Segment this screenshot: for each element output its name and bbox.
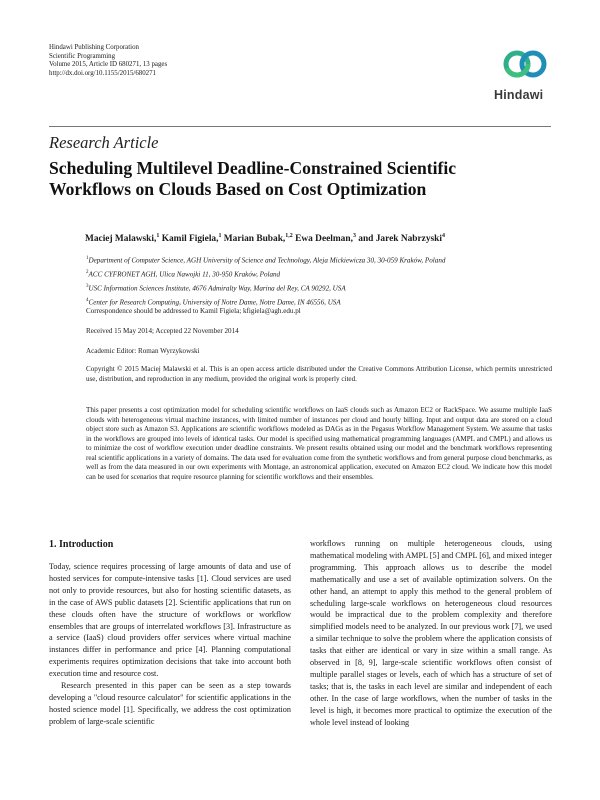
affiliation-item: $^1$Department of Computer Science, AGH University of Science and Technology, Aleja Mickiewicza 30, 30-059 Kraków, Poland — [86, 256, 446, 265]
copyright-notice: Copyright © 2015 Maciej Malawski et al. This is an open access article distributed under the Creative Commons Attribution License, which permits unrestricted use, distribution, and reproduction in any medium, provided the original work is properly cited. — [86, 365, 552, 383]
article-type: Research Article — [49, 133, 159, 152]
author-affil-sup: 4 — [441, 233, 445, 239]
author-affil-sup: 1,2 — [285, 233, 293, 239]
title-line-1: Scheduling Multilevel Deadline-Constrained Scientific — [49, 158, 457, 178]
author-affil-sup: 3 — [352, 233, 356, 239]
paragraph: Today, science requires processing of large amounts of data and use of hosted services for compute-intensive tasks [1]. Cloud services are used not only to provide resources, but also for hosting scientific datasets, as in the case of AWS public datasets [2]. Scientific applications that run on these clouds often have the structure of workflows or workflow ensembles that are groups of interrelated workflows [3]. Infrastructure as a service (IaaS) cloud providers offer services where virtual machine instances differ in performance and price [4]. Planning computational experiments requires optimization decisions that take into account both execution time and resource cost. — [49, 562, 291, 679]
author-name: and Jarek Nabrzyski — [358, 234, 442, 245]
volume-info: Volume 2015, Article ID 680271, 13 pages — [49, 61, 168, 69]
paragraph: Research presented in this paper can be seen as a step towards developing a "cloud resource calculator" for scientific applications in the hosted science model [1]. Specifically, we address the cost optimization problem of large-scale scientific — [49, 681, 291, 726]
publisher-name: Hindawi Publishing Corporation — [49, 44, 139, 51]
hindawi-logo-text: Hindawi — [494, 88, 544, 102]
author-affil-sup: 1 — [156, 233, 160, 239]
article-title — [49, 158, 559, 200]
correspondence: Correspondence should be addressed to Kamil Figiela; kfigiela@agh.edu.pl — [86, 307, 301, 315]
author-name: Ewa Deelman, — [295, 234, 353, 245]
received-dates: Received 15 May 2014; Accepted 22 November 2014 — [86, 327, 239, 335]
affiliation-item: $^2$ACC CYFRONET AGH, Ulica Nawojki 11, 30-950 Kraków, Poland — [86, 270, 281, 279]
author-affil-sup: 1 — [218, 233, 222, 239]
affiliation-item: $^4$Center for Research Computing, University of Notre Dame, Notre Dame, IN 46556, USA — [86, 298, 341, 307]
abstract: This paper presents a cost optimization model for scheduling scientific workflows on IaaS clouds such as Amazon EC2 or RackSpace. We assume multiple IaaS clouds with heterogeneous virtual machine instances, with limited number of instances per cloud and hourly billing. Input and output data are stored on a cloud object store such as Amazon S3. Applications are scientific workflows modeled as DAGs as in the Pegasus Workflow Management System. We assume that tasks in the workflows are grouped into levels of identical tasks. Our model is specified using mathematical programming languages (AMPL and CMPL) and allows us to minimize the cost of workflow execution under deadline constraints. We present results obtained using our model and the benchmark workflows representing real scientific applications in a variety of domains. The data used for evaluation come from the synthetic workflows and from general purpose cloud benchmarks, as well as from the data measured in our own experiments with Montage, an astronomical application, executed on Amazon EC2 cloud. We indicate how this model can be used for scenarios that require resource planning for scientific workflows and their ensembles. — [86, 406, 552, 481]
journal-name: Scientific Programming — [49, 52, 116, 60]
paragraph: workflows running on multiple heterogeneous clouds, using mathematical modeling with AMPL [5] and CMPL [6], and mixed integer programming. This approach allows us to describe the model mathematically and use a set of available optimization solvers. On the other hand, an attempt to apply this method to the general problem of scheduling large-scale workflows on heterogeneous cloud resources would be impractical due to the problem complexity and therefore simplified models need to be analyzed. In our previous work [7], we used a similar technique to solve the problem where the application consists of tasks that either are identical or vary in size within a small range. As observed in [8, 9], large-scale scientific workflows often consist of multiple parallel stages or levels, each of which has a structure of set of tasks; that is, the tasks in each level are similar and independent of each other. In the case of large workflows, when the number of tasks in the level is high, it becomes more practical to optimize the execution of the whole level instead of looking — [310, 539, 553, 727]
publication-info — [49, 44, 167, 78]
author-name: Maciej Malawski, — [85, 234, 157, 245]
affiliation-list — [86, 253, 445, 309]
author-name: Kamil Figiela, — [161, 234, 219, 245]
header-divider — [49, 126, 551, 127]
body-column-left — [49, 561, 291, 728]
academic-editor: Academic Editor: Roman Wyrzykowski — [86, 347, 200, 355]
body-column-right — [310, 538, 552, 729]
section-heading-introduction: 1. Introduction — [49, 539, 114, 550]
affiliation-item: $^3$USC Information Sciences Institute, 4676 Admiralty Way, Marina del Rey, CA 90292, USA — [86, 284, 346, 293]
doi-link[interactable]: http://dx.doi.org/10.1155/2015/680271 — [49, 69, 156, 77]
author-list — [85, 233, 445, 244]
title-line-2: Workflows on Clouds Based on Cost Optimization — [49, 179, 427, 199]
author-name: Marian Bubak, — [223, 234, 286, 245]
